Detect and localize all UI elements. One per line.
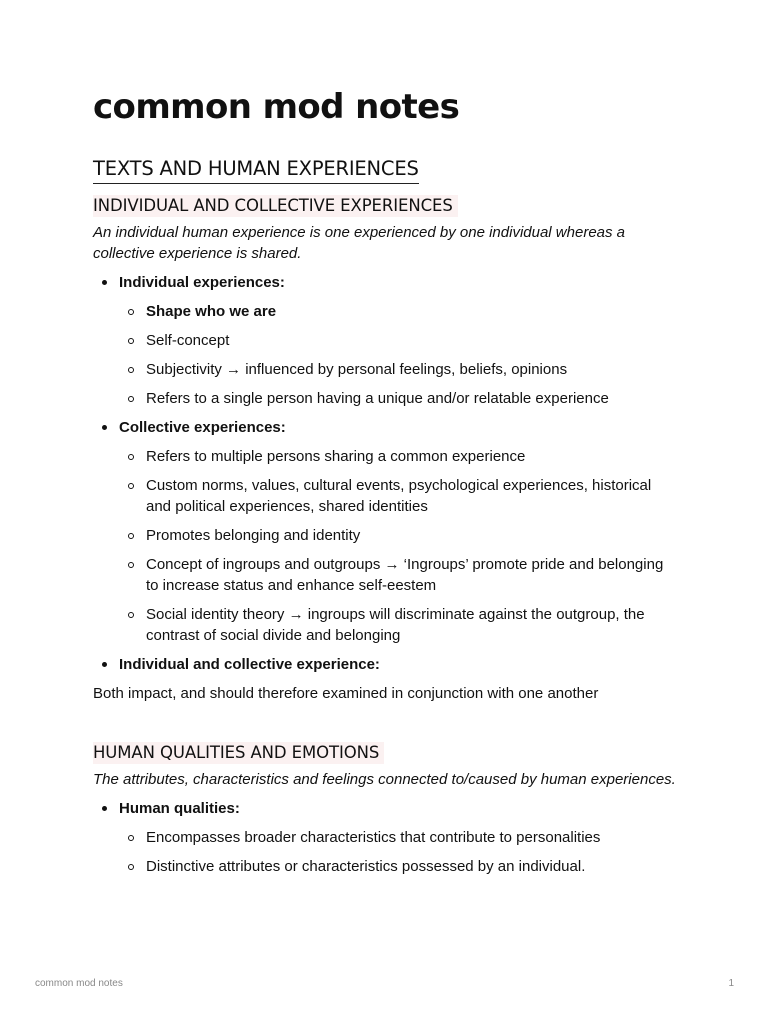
list-item-human-qualities — [93, 798, 678, 877]
bullet-icon — [102, 280, 107, 285]
subsection-human-qualities — [93, 742, 678, 764]
list-item-both — [93, 654, 678, 675]
sublist-item-text: Distinctive attributes or characteristics possessed by an individual. — [146, 858, 586, 875]
circle-bullet-icon — [128, 835, 134, 841]
sublist-item-text: Self-concept — [146, 332, 230, 349]
circle-bullet-icon — [128, 338, 134, 344]
sublist-item — [119, 301, 678, 322]
circle-bullet-icon — [128, 483, 134, 489]
bullet-icon — [102, 806, 107, 811]
experiences-list — [93, 272, 678, 675]
conclusion-text: Both impact, and should therefore examined in conjunction with one another — [93, 685, 599, 702]
sublist-item-text: Custom norms, values, cultural events, psychological experiences, historical and political experiences, shared identities — [146, 477, 652, 515]
circle-bullet-icon — [128, 367, 134, 373]
circle-bullet-icon — [128, 396, 134, 402]
sublist-item-text: Encompasses broader characteristics that contribute to personalities — [146, 829, 601, 846]
list-item-label: Individual experiences: — [119, 274, 285, 291]
circle-bullet-icon — [128, 562, 134, 568]
sublist-item — [119, 388, 678, 409]
section-texts-human-experiences — [93, 156, 678, 184]
list-item-individual — [93, 272, 678, 409]
qualities-list — [93, 798, 678, 877]
page-title: common mod notes — [93, 87, 460, 127]
circle-bullet-icon — [128, 309, 134, 315]
sublist-item — [119, 604, 678, 646]
sublist-item — [119, 330, 678, 351]
circle-bullet-icon — [128, 612, 134, 618]
sublist-item-text: Subjectivity → influenced by personal feelings, beliefs, opinions — [146, 361, 568, 378]
list-item-label: Individual and collective experience: — [119, 656, 380, 673]
sublist-item — [119, 856, 678, 877]
sublist-item — [119, 446, 678, 467]
subsection-individual-collective — [93, 195, 678, 217]
bullet-icon — [102, 425, 107, 430]
circle-bullet-icon — [128, 864, 134, 870]
collective-sublist — [119, 446, 678, 646]
bullet-icon — [102, 662, 107, 667]
subsection-heading: HUMAN QUALITIES AND EMOTIONS — [93, 742, 384, 764]
sublist-item-text: Refers to multiple persons sharing a common experience — [146, 448, 526, 465]
circle-bullet-icon — [128, 533, 134, 539]
sublist-item — [119, 525, 678, 546]
footer-page-number: 1 — [728, 978, 734, 989]
sublist-item — [119, 359, 678, 380]
sublist-item-text: Shape who we are — [146, 303, 277, 320]
sublist-item — [119, 827, 678, 848]
list-item-label: Human qualities: — [119, 800, 240, 817]
sublist-item-text: Social identity theory → ingroups will discriminate against the outgroup, the contrast of social divide and belonging — [146, 606, 645, 644]
individual-sublist — [119, 301, 678, 409]
list-item-collective — [93, 417, 678, 646]
subsection-lead: An individual human experience is one experienced by one individual whereas a collective experience is shared. — [93, 224, 626, 262]
section-heading: TEXTS AND HUMAN EXPERIENCES — [93, 156, 419, 184]
subsection-heading: INDIVIDUAL AND COLLECTIVE EXPERIENCES — [93, 195, 458, 217]
sublist-item-text: Concept of ingroups and outgroups → ‘Ingroups’ promote pride and belonging to increase status and enhance self-eestem — [146, 556, 664, 594]
sublist-item-text: Promotes belonging and identity — [146, 527, 361, 544]
sublist-item — [119, 475, 678, 517]
sublist-item — [119, 554, 678, 596]
circle-bullet-icon — [128, 454, 134, 460]
document-page — [93, 84, 678, 877]
subsection-lead: The attributes, characteristics and feelings connected to/caused by human experiences. — [93, 771, 676, 788]
qualities-sublist — [119, 827, 678, 877]
sublist-item-text: Refers to a single person having a unique and/or relatable experience — [146, 390, 609, 407]
list-item-label: Collective experiences: — [119, 419, 286, 436]
footer-document-name: common mod notes — [35, 978, 123, 989]
